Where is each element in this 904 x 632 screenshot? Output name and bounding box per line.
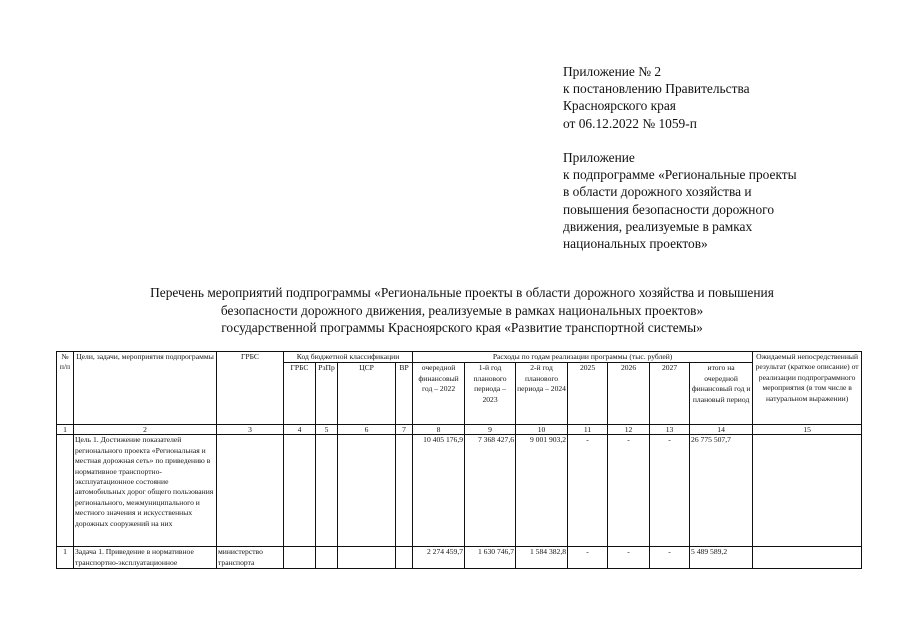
- row-kbk-vr: [396, 435, 413, 547]
- row-num: [57, 435, 74, 547]
- column-number: 14: [690, 425, 753, 435]
- row-kbk-csr: [338, 547, 396, 569]
- header-year-2024: 2-й год планового периода – 2024: [516, 363, 568, 425]
- row-value-2027: -: [650, 547, 690, 569]
- row-value-2027: -: [650, 435, 690, 547]
- header-expected-result: Ожидаемый непосредственный результат (краткое описание) от реализации подпрограммного мероприятия (в том числе в натуральном выражении): [753, 352, 862, 425]
- row-expected-result: [753, 547, 862, 569]
- annex-line: повышения безопасности дорожного: [563, 201, 775, 217]
- row-value-2024: 9 001 903,2: [516, 435, 568, 547]
- row-kbk-rzpr: [316, 435, 338, 547]
- header-grbs: ГРБС: [217, 352, 284, 425]
- header-total: итого на очередной финансовый год и плановый период: [690, 363, 753, 425]
- column-number: 5: [316, 425, 338, 435]
- header-year-2022: очередной финансовый год – 2022: [413, 363, 465, 425]
- column-number: 11: [568, 425, 608, 435]
- row-kbk-vr: [396, 547, 413, 569]
- row-value-2025: -: [568, 547, 608, 569]
- row-value-2026: -: [608, 435, 650, 547]
- row-grbs: министерство транспорта: [217, 547, 284, 569]
- row-grbs: [217, 435, 284, 547]
- annex-block-subprogram: [563, 149, 863, 252]
- column-number: 10: [516, 425, 568, 435]
- annex-line: Приложение № 2: [563, 64, 662, 79]
- header-year-2025: 2025: [568, 363, 608, 425]
- row-kbk-csr: [338, 435, 396, 547]
- title-line: Перечень мероприятий подпрограммы «Региональные проекты в области дорожного хозяйства и повышения: [150, 285, 774, 300]
- header-kbk-rzpr: РзПр: [316, 363, 338, 425]
- annex-line: национальных проектов»: [563, 236, 708, 252]
- annex-line: от 06.12.2022 № 1059-п: [563, 115, 697, 131]
- column-number: 7: [396, 425, 413, 435]
- row-value-2023: 7 368 427,6: [465, 435, 516, 547]
- row-value-2025: -: [568, 435, 608, 547]
- column-number: 13: [650, 425, 690, 435]
- row-value-2023: 1 630 746,7: [465, 547, 516, 569]
- column-number: 1: [57, 425, 74, 435]
- row-value-total: 5 489 589,2: [690, 547, 753, 569]
- title-line: государственной программы Красноярского края «Развитие транспортной системы»: [221, 320, 703, 335]
- header-expenses: Расходы по годам реализации программы (тыс. рублей): [413, 352, 753, 363]
- annex-block-government-decree: [563, 63, 863, 132]
- column-number: 4: [284, 425, 316, 435]
- table-row-goal-1: [57, 435, 862, 547]
- row-value-2022: 10 405 176,9: [413, 435, 465, 547]
- row-value-2022: 2 274 459,7: [413, 547, 465, 569]
- row-kbk-grbs: [284, 435, 316, 547]
- header-goals: Цели, задачи, мероприятия подпрограммы: [74, 352, 217, 425]
- measures-table: [56, 351, 862, 569]
- row-value-2024: 1 584 382,8: [516, 547, 568, 569]
- column-number: 2: [74, 425, 217, 435]
- column-number: 9: [465, 425, 516, 435]
- header-kbk-grbs: ГРБС: [284, 363, 316, 425]
- column-number: 6: [338, 425, 396, 435]
- row-kbk-grbs: [284, 547, 316, 569]
- document-title: [60, 284, 864, 337]
- row-kbk-rzpr: [316, 547, 338, 569]
- column-number: 3: [217, 425, 284, 435]
- row-text: Задача 1. Приведение в нормативное транспортно-эксплуатационное: [74, 547, 217, 569]
- header-kbk: Код бюджетной классификации: [284, 352, 413, 363]
- annex-line: движения, реализуемые в рамках: [563, 218, 753, 234]
- header-kbk-vr: ВР: [396, 363, 413, 425]
- header-kbk-csr: ЦСР: [338, 363, 396, 425]
- annex-line: к постановлению Правительства: [563, 81, 750, 97]
- row-value-2026: -: [608, 547, 650, 569]
- annex-line: Приложение: [563, 150, 635, 165]
- table-row-task-1: [57, 547, 862, 569]
- annex-line: в области дорожного хозяйства и: [563, 184, 752, 200]
- row-text: Цель 1. Достижение показателей регионального проекта «Региональная и местная дорожная сеть» по приведению в нормативное транспортно-эксплуатационное состояние автомобильных дорог общего пользования регионального, межмуниципального и местного значения и искусственных дорожных сооружений на них: [74, 435, 217, 547]
- column-number: 8: [413, 425, 465, 435]
- annex-line: к подпрограмме «Региональные проекты: [563, 167, 797, 183]
- row-value-total: 26 775 507,7: [690, 435, 753, 547]
- header-year-2023: 1-й год планового периода – 2023: [465, 363, 516, 425]
- column-number-row: [57, 425, 862, 435]
- title-line: безопасности дорожного движения, реализуемые в рамках национальных проектов»: [220, 302, 704, 318]
- column-number: 12: [608, 425, 650, 435]
- annex-line: Красноярского края: [563, 98, 676, 114]
- header-year-2026: 2026: [608, 363, 650, 425]
- row-num: 1: [57, 547, 74, 569]
- row-expected-result: [753, 435, 862, 547]
- header-num: № п/п: [57, 352, 74, 425]
- column-number: 15: [753, 425, 862, 435]
- header-year-2027: 2027: [650, 363, 690, 425]
